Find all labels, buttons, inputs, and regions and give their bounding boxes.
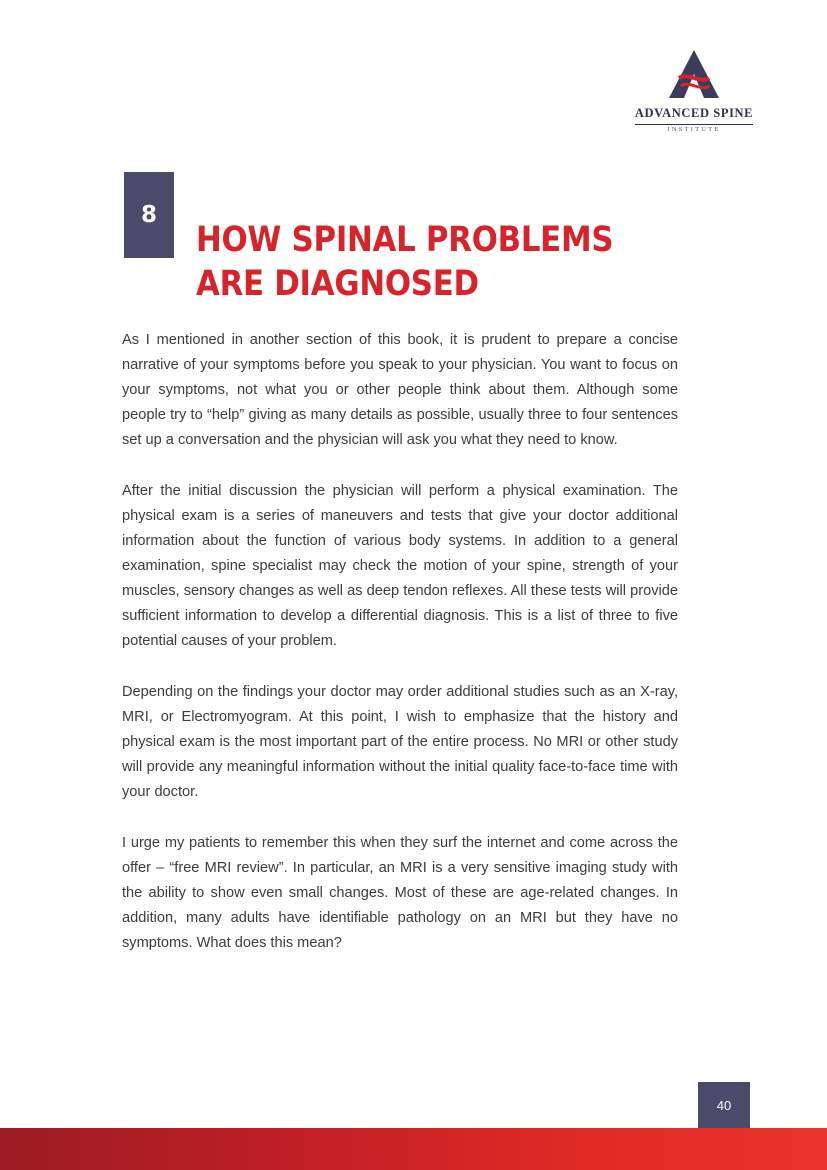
- spine-logo-icon: [609, 48, 779, 102]
- brand-logo: [609, 48, 779, 133]
- body-paragraph: I urge my patients to remember this when they surf the internet and come across the offer – “free MRI review”. In particular, an MRI is a very sensitive imaging study with the ability to show even small changes. Most of these are age-related changes. In addition, many adults have identifiable pathology on an MRI but they have no symptoms. What does this mean?: [122, 835, 678, 951]
- chapter-number-badge: 8: [124, 172, 174, 258]
- logo-name: ADVANCED SPINE: [634, 106, 754, 120]
- footer-bar: [0, 1128, 827, 1170]
- body-content: [122, 328, 678, 956]
- logo-divider: [635, 124, 753, 125]
- body-paragraph: Depending on the findings your doctor may order additional studies such as an X-ray, MRI, or Electromyogram. At this point, I wish to emphasize that the history and physical exam is the most important part of the entire process. No MRI or other study will provide any meaningful information without the initial quality face-to-face time with your doctor.: [122, 684, 678, 800]
- logo-subtitle: INSTITUTE: [667, 126, 721, 133]
- page-title: HOW SPINAL PROBLEMS ARE DIAGNOSED: [196, 220, 614, 305]
- page-number: 40: [698, 1082, 750, 1128]
- body-paragraph: As I mentioned in another section of this book, it is prudent to prepare a concise narrative of your symptoms before you speak to your physician. You want to focus on your symptoms, not what you or other people think about them. Although some people try to “help” giving as many details as possible, usually three to four sentences set up a conversation and the physician will ask you what they need to know.: [122, 332, 678, 448]
- body-paragraph: After the initial discussion the physician will perform a physical examination. The physical exam is a series of maneuvers and tests that give your doctor additional information about the function of various body systems. In addition to a general examination, spine specialist may check the motion of your spine, strength of your muscles, sensory changes as well as deep tendon reflexes. All these tests will provide sufficient information to develop a differential diagnosis. This is a list of three to five potential causes of your problem.: [122, 483, 678, 649]
